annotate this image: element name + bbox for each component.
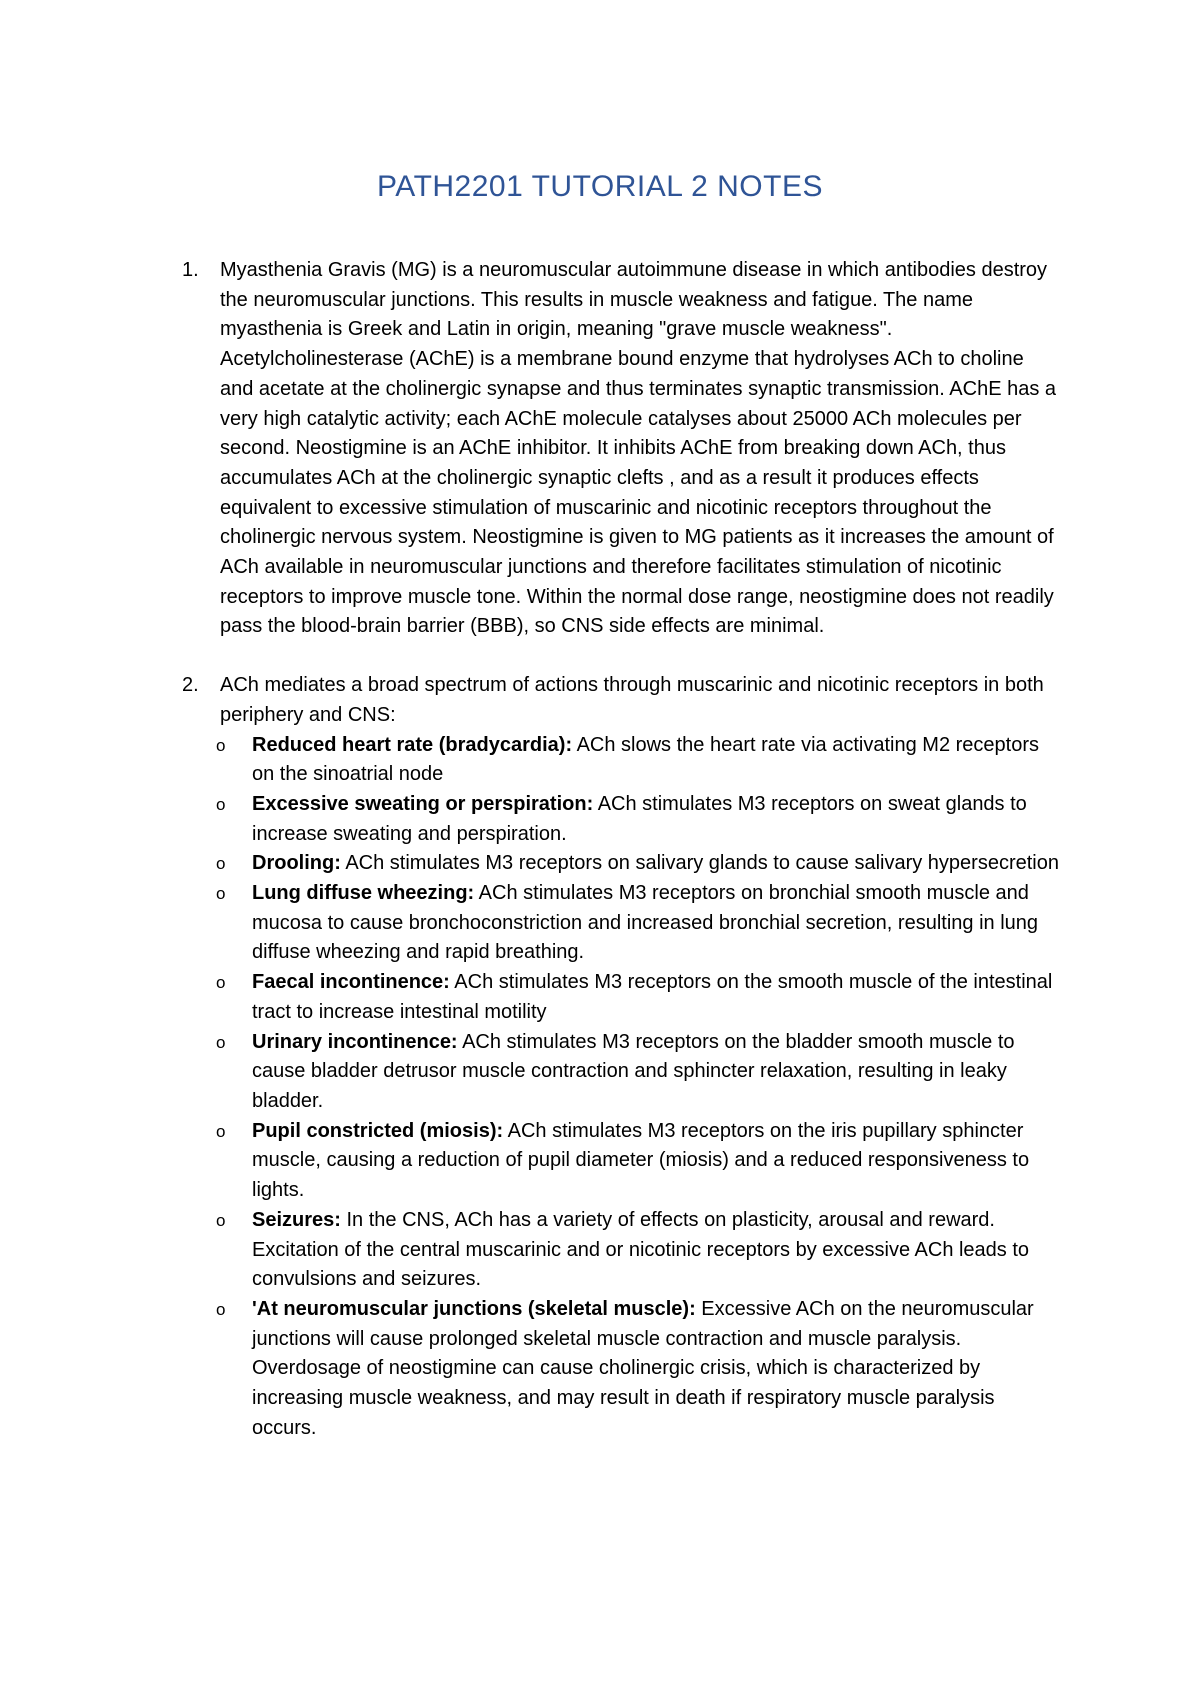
effect-item-sweating — [182, 790, 1062, 849]
item-number: 1. — [182, 259, 199, 281]
effect-term: Excessive sweating or perspiration: — [252, 792, 594, 815]
effect-term: Urinary incontinence: — [252, 1030, 458, 1053]
item-text: Myasthenia Gravis (MG) is a neuromuscular autoimmune disease in which antibodies destroy the neuromuscular junctions. This results in muscle weakness and fatigue. The name myasthenia is Greek and Latin in origin, meaning "grave muscle weakness". Acetylcholinesterase (AChE) is a membrane bound enzyme that hydrolyses ACh to choline and acetate at the cholinergic synapse and thus terminates synaptic transmission. AChE has a very high catalytic activity; each AChE molecule catalyses about 25000 ACh molecules per second. Neostigmine is an AChE inhibitor. It inhibits AChE from breaking down ACh, thus accumulates ACh at the cholinergic synaptic clefts , and as a result it produces effects equivalent to excessive stimulation of muscarinic and nicotinic receptors throughout the cholinergic nervous system. Neostigmine is given to MG patients as it increases the amount of ACh available in neuromuscular junctions and therefore facilitates stimulation of nicotinic receptors to improve muscle tone. Within the normal dose range, neostigmine does not readily pass the blood-brain barrier (BBB), so CNS side effects are minimal. — [220, 259, 1057, 638]
effect-text: ACh stimulates M3 receptors on bronchial smooth muscle and mucosa to cause bronchoconstriction and increased bronchial secretion, resulting in lung diffuse wheezing and rapid breathing. — [252, 882, 1039, 964]
effect-item-bradycardia — [182, 731, 1062, 790]
bullet-marker: o — [216, 794, 226, 814]
effect-text: In the CNS, ACh has a variety of effects on plasticity, arousal and reward. Excitation of the central muscarinic and or nicotinic receptors by excessive ACh leads to convulsions and seizures. — [252, 1208, 1030, 1291]
effects-sublist — [182, 731, 1062, 1444]
effect-term: Seizures: — [252, 1208, 341, 1231]
effect-term: Faecal incontinence: — [252, 971, 450, 994]
effect-text: ACh stimulates M3 receptors on salivary glands to cause salivary hypersecretion — [340, 852, 1059, 875]
sublist-container — [182, 731, 1062, 1444]
effect-term: Pupil constricted (miosis): — [252, 1119, 504, 1142]
bullet-marker: o — [216, 1032, 226, 1052]
effect-item-miosis — [182, 1117, 1062, 1206]
effect-term: 'At neuromuscular junctions (skeletal muscle): — [252, 1297, 696, 1320]
list-item-1 — [182, 256, 1062, 642]
effect-term: Lung diffuse wheezing: — [252, 882, 475, 905]
effect-item-seizures — [182, 1206, 1062, 1295]
effect-item-neuromuscular — [182, 1295, 1062, 1444]
bullet-marker: o — [216, 884, 226, 904]
bullet-marker: o — [216, 1210, 226, 1230]
bullet-marker: o — [216, 973, 226, 993]
bullet-marker: o — [216, 735, 226, 755]
effect-text: Excessive ACh on the neuromuscular junctions will cause prolonged skeletal muscle contraction and muscle paralysis. Overdosage of neostigmine can cause cholinergic crisis, which is characterized by increasing muscle weakness, and may result in death if respiratory muscle paralysis occurs. — [252, 1297, 1034, 1439]
list-item-2 — [182, 671, 1062, 730]
effect-text: ACh stimulates M3 receptors on sweat glands to increase sweating and perspiration. — [252, 792, 1027, 845]
bullet-marker: o — [216, 1121, 226, 1141]
effect-text: ACh slows the heart rate via activating M2 receptors on the sinoatrial node — [252, 733, 1039, 786]
effect-term: Drooling: — [252, 852, 341, 875]
bullet-marker: o — [216, 854, 226, 874]
bullet-marker: o — [216, 1299, 226, 1319]
effect-item-wheezing — [182, 879, 1062, 968]
item-text: ACh mediates a broad spectrum of actions through muscarinic and nicotinic receptors in both periphery and CNS: — [220, 674, 1044, 726]
page-title: PATH2201 TUTORIAL 2 NOTES — [377, 170, 823, 203]
notes-list — [182, 256, 1062, 1443]
effect-text: ACh stimulates M3 receptors on the bladder smooth muscle to cause bladder detrusor muscle contraction and sphincter relaxation, resulting in leaky bladder. — [252, 1030, 1015, 1112]
effect-item-faecal-incontinence — [182, 968, 1062, 1027]
item-number: 2. — [182, 674, 199, 697]
effect-item-drooling — [182, 849, 1062, 879]
effect-text: ACh stimulates M3 receptors on the iris pupillary sphincter muscle, causing a reduction of pupil diameter (miosis) and a reduced responsiveness to lights. — [252, 1119, 1030, 1202]
effect-term: Reduced heart rate (bradycardia): — [252, 733, 573, 756]
effect-item-urinary-incontinence — [182, 1028, 1062, 1117]
effect-text: ACh stimulates M3 receptors on the smooth muscle of the intestinal tract to increase intestinal motility — [252, 971, 1053, 1023]
